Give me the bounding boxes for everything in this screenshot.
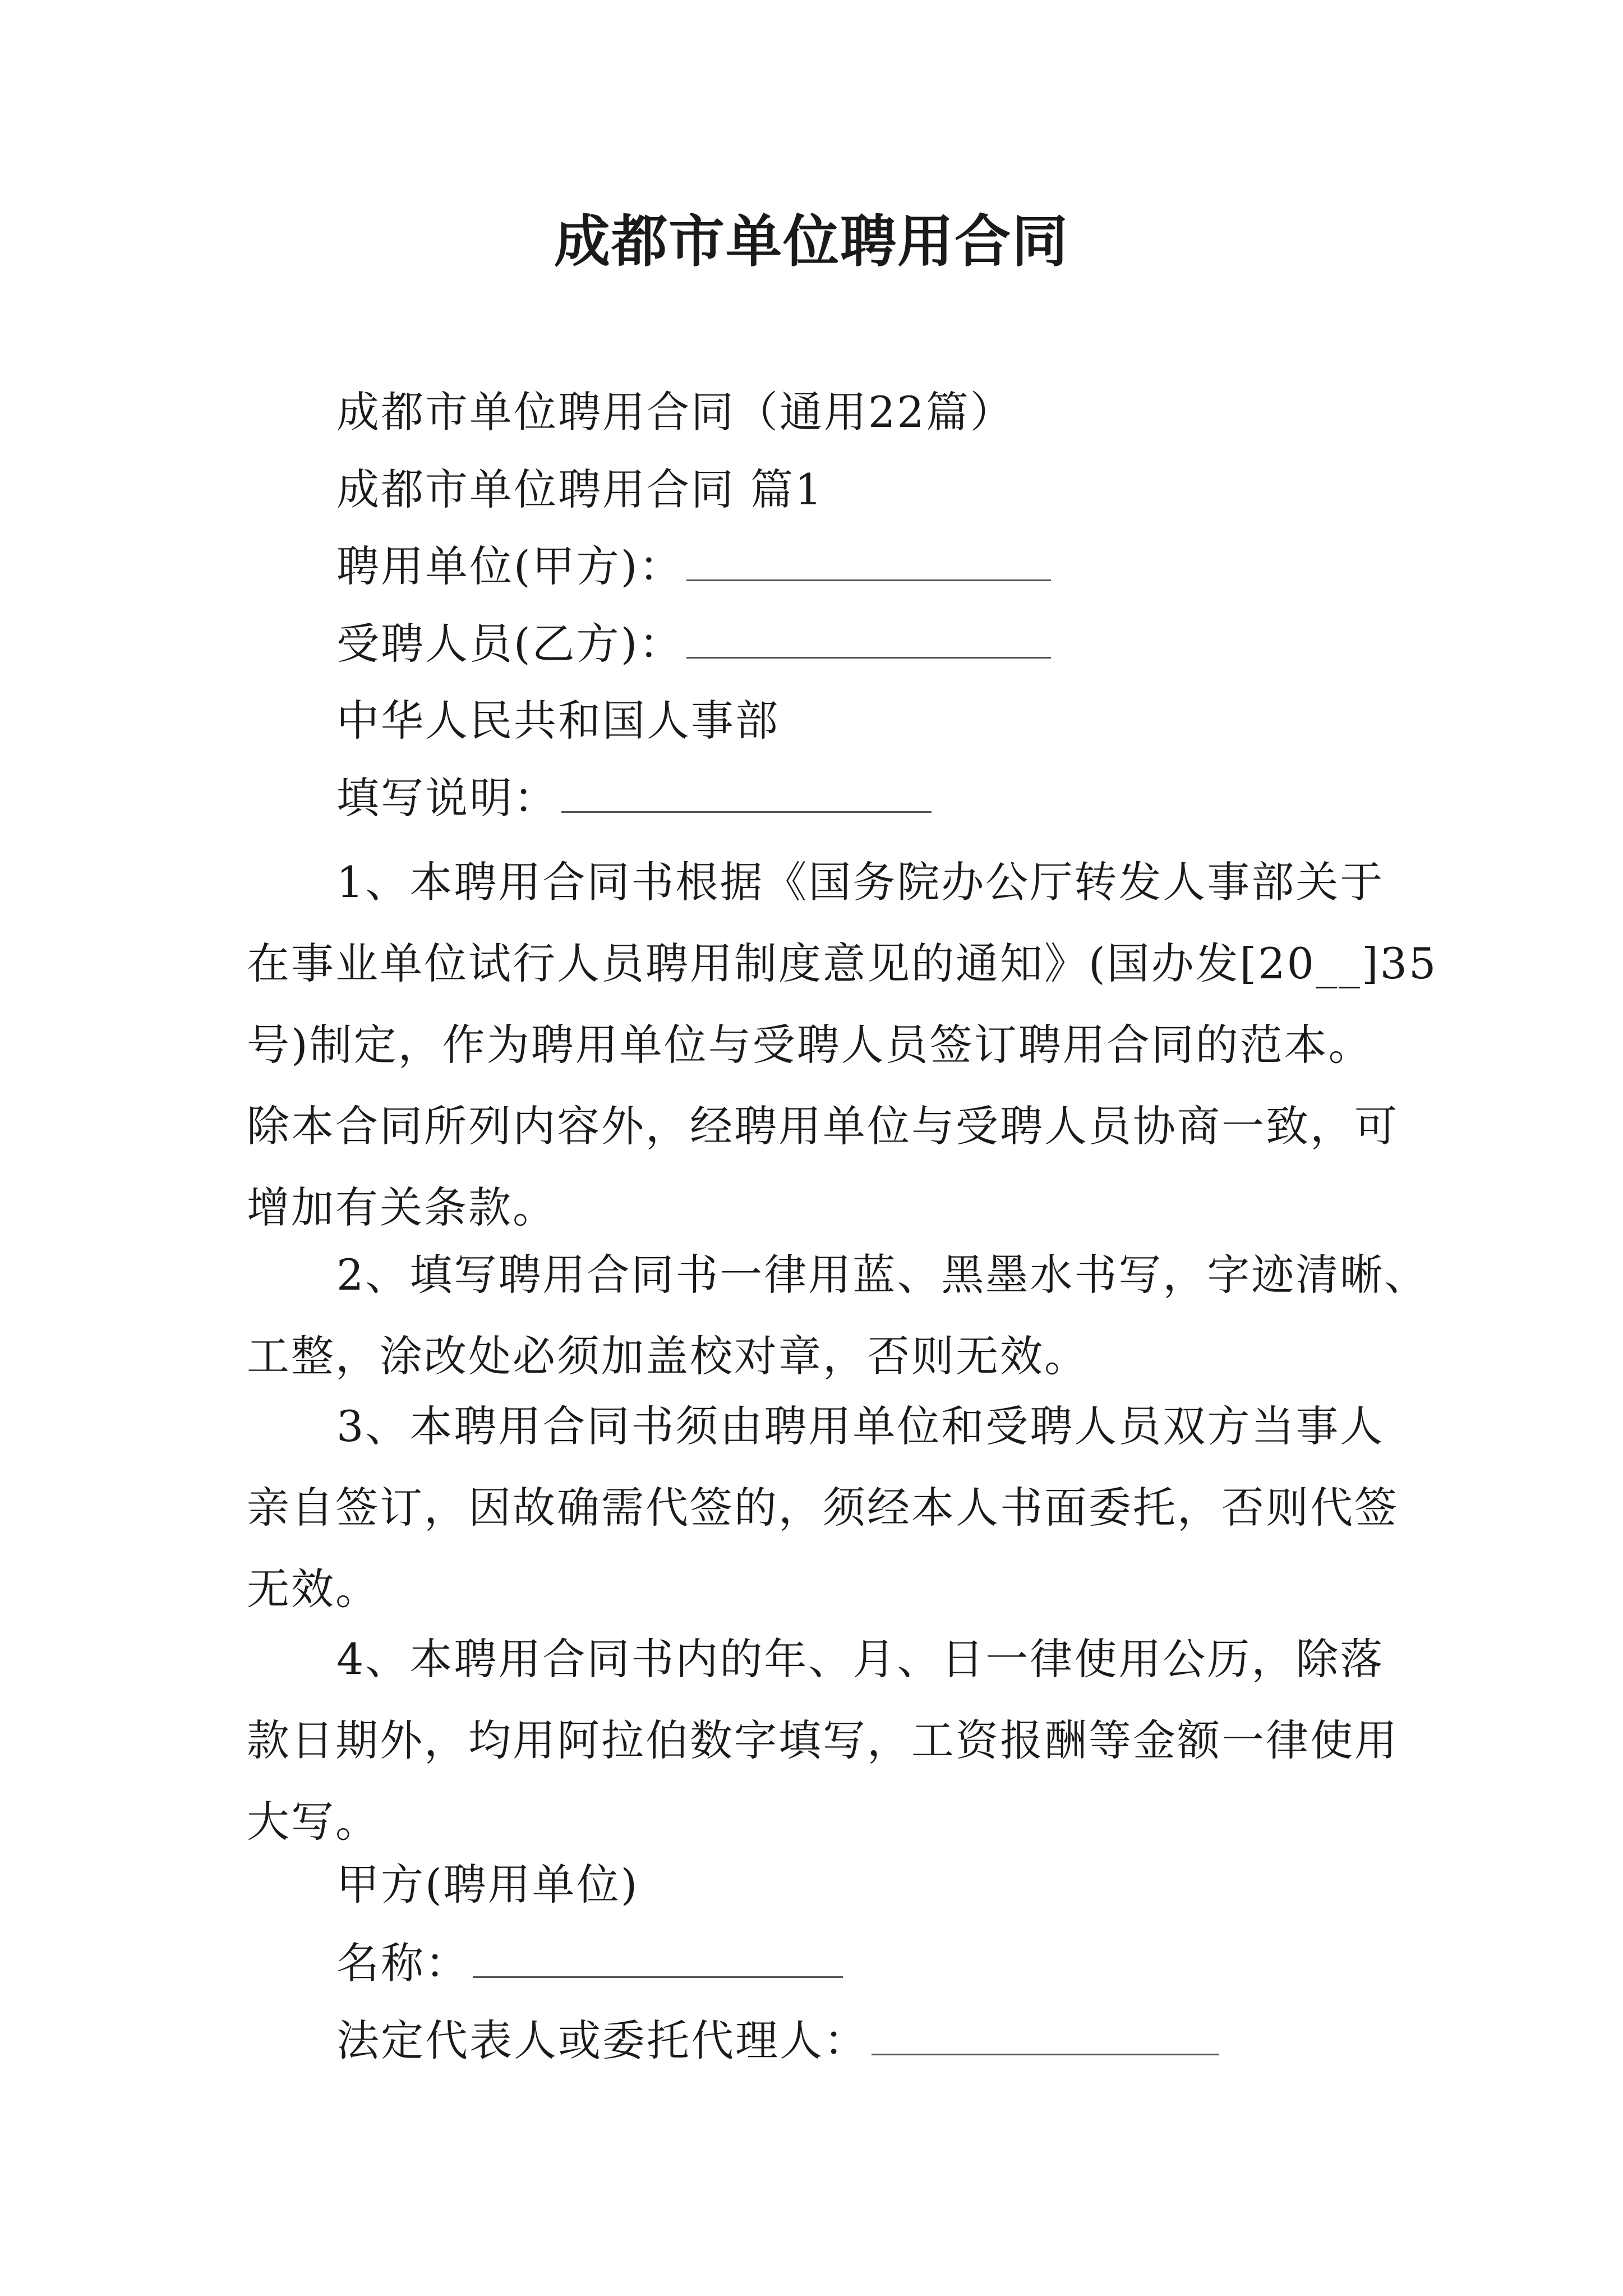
paragraph-3 <box>247 1386 1399 1630</box>
paragraph-line: 亲自签订，因故确需代签的，须经本人书面委托，否则代签 <box>247 1483 1399 1533</box>
paragraph-line: 4、本聘用合同书内的年、月、日一律使用公历，除落 <box>336 1634 1385 1684</box>
employer-field <box>336 536 1051 597</box>
paragraph-2 <box>247 1234 1429 1397</box>
ministry-line: 中华人民共和国人事部 <box>336 696 780 746</box>
paragraph-line: 大写。 <box>247 1797 380 1847</box>
paragraph-1 <box>247 841 1438 1248</box>
paragraph-line: 款日期外，均用阿拉伯数字填写，工资报酬等金额一律使用 <box>247 1715 1399 1765</box>
paragraph-line: 除本合同所列内容外，经聘用单位与受聘人员协商一致，可 <box>247 1101 1399 1151</box>
name-field <box>336 1932 843 1994</box>
employer-label: 聘用单位(甲方)： <box>336 541 684 591</box>
paragraph-line: 2、填写聘用合同书一律用蓝、黑墨水书写，字迹清晰、 <box>336 1250 1429 1300</box>
instructions-blank <box>561 772 932 813</box>
employer-blank <box>686 540 1051 581</box>
representative-label: 法定代表人或委托代理人： <box>336 2016 868 2065</box>
employee-label: 受聘人员(乙方)： <box>336 619 684 669</box>
section-heading: 成都市单位聘用合同 篇1 <box>336 464 824 514</box>
instructions-field <box>336 767 932 829</box>
paragraph-4 <box>247 1618 1399 1862</box>
document-title: 成都市单位聘用合同 <box>554 208 1069 274</box>
paragraph-line: 3、本聘用合同书须由聘用单位和受聘人员双方当事人 <box>336 1401 1385 1451</box>
representative-field <box>336 2010 1219 2072</box>
paragraph-line: 增加有关条款。 <box>247 1182 557 1232</box>
paragraph-line: 号)制定，作为聘用单位与受聘人员签订聘用合同的范本。 <box>247 1020 1373 1070</box>
name-label: 名称： <box>336 1938 469 1988</box>
paragraph-line: 在事业单位试行人员聘用制度意见的通知》(国办发[20__]35 <box>247 938 1438 988</box>
name-blank <box>473 1937 843 1978</box>
employee-blank <box>686 618 1051 659</box>
party-a-heading: 甲方(聘用单位) <box>336 1860 639 1910</box>
instructions-label: 填写说明： <box>336 773 558 823</box>
document-subtitle: 成都市单位聘用合同（通用22篇） <box>336 387 1015 437</box>
paragraph-line: 无效。 <box>247 1564 380 1614</box>
paragraph-line: 工整，涂改处必须加盖校对章，否则无效。 <box>247 1331 1089 1381</box>
employee-field <box>336 613 1051 675</box>
paragraph-line: 1、本聘用合同书根据《国务院办公厅转发人事部关于 <box>336 857 1385 907</box>
representative-blank <box>872 2014 1219 2055</box>
